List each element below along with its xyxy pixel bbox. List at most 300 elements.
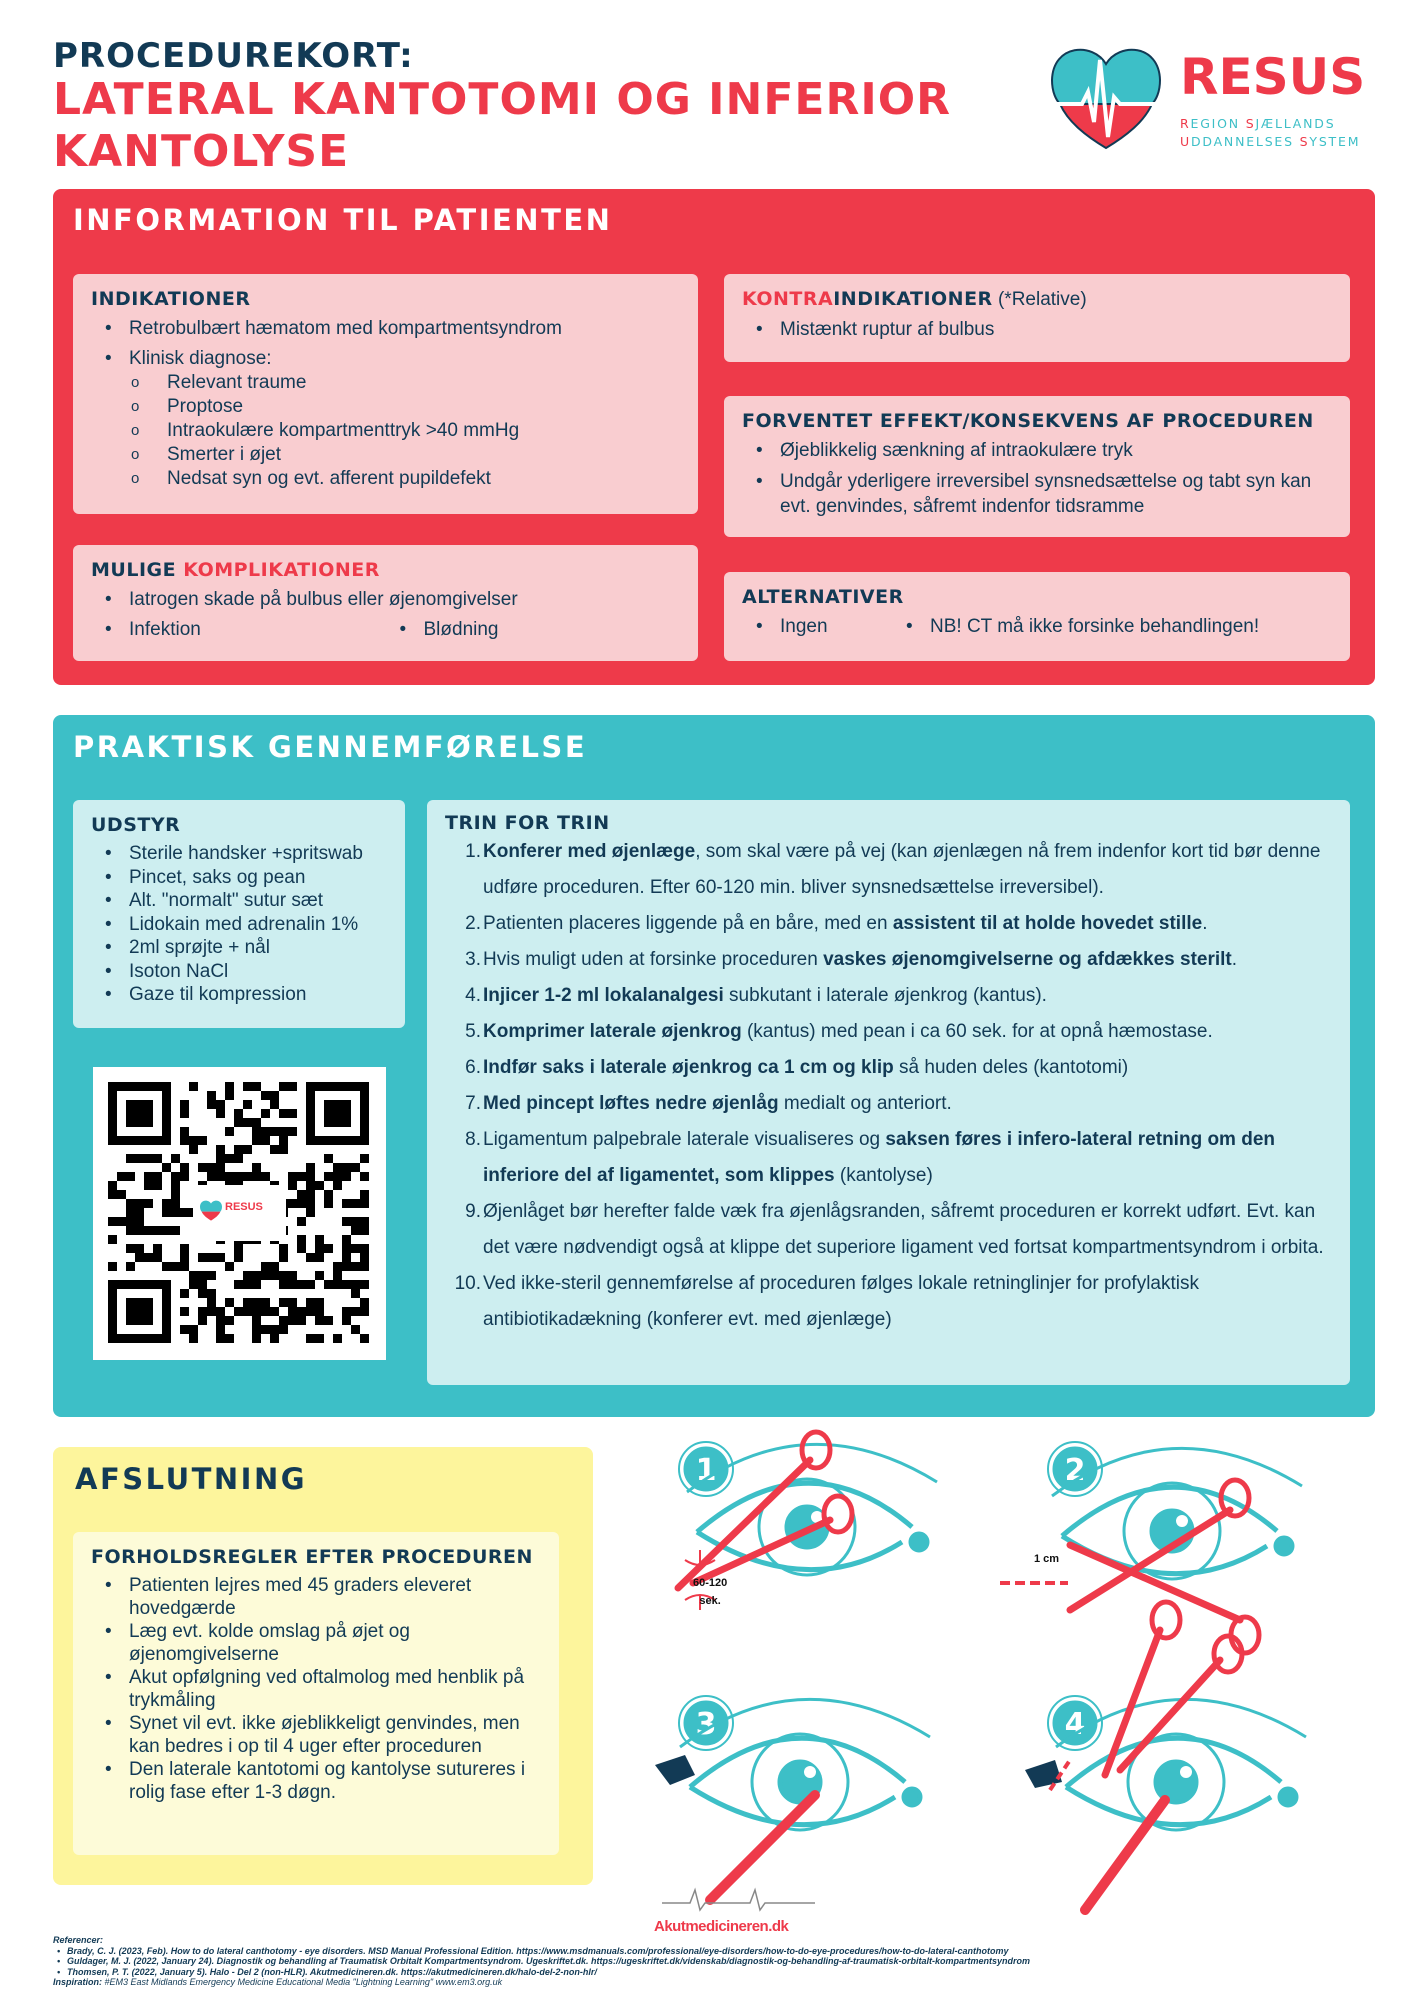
qr-module (207, 1289, 216, 1298)
qr-module (324, 1118, 333, 1127)
qr-module (225, 1298, 234, 1307)
qr-module (144, 1082, 153, 1091)
qr-module (351, 1226, 360, 1235)
qr-module (198, 1316, 207, 1325)
qr-module (351, 1199, 360, 1208)
qr-module (162, 1280, 171, 1289)
qr-module (243, 1100, 252, 1109)
qr-module (270, 1271, 279, 1280)
qr-module (333, 1118, 342, 1127)
qr-module (108, 1217, 117, 1226)
qr-module (351, 1217, 360, 1226)
qr-module (279, 1271, 288, 1280)
qr-module (126, 1298, 135, 1307)
qr-module (351, 1325, 360, 1334)
list-item: • 2ml sprøjte + nål (91, 936, 387, 960)
qr-module (135, 1118, 144, 1127)
qr-module (171, 1262, 180, 1271)
qr-module (126, 1226, 135, 1235)
list-item: • Øjeblikkelig sænkning af intraokulære tryk (742, 438, 1332, 463)
qr-module (144, 1109, 153, 1118)
qr-module (171, 1154, 180, 1163)
info-heading: INFORMATION TIL PATIENTEN (73, 203, 613, 237)
step-item: 1. Konferer med øjenlæge, som skal være på vej (kan øjenlægen nå frem indenfor kort tid bør denne udføre proceduren. Efter 60-120 min. bliver synsnedsættelse irreversibel). (465, 841, 1321, 898)
qr-module (342, 1262, 351, 1271)
list-item: • Infektion (91, 617, 386, 642)
qr-module (333, 1109, 342, 1118)
qr-module (279, 1082, 288, 1091)
qr-module (108, 1307, 117, 1316)
qr-module (315, 1235, 324, 1244)
qr-module (153, 1136, 162, 1145)
qr-module (171, 1199, 180, 1208)
qr-module (360, 1334, 369, 1343)
qr-module (306, 1118, 315, 1127)
qr-module (135, 1136, 144, 1145)
qr-module (117, 1082, 126, 1091)
closing-heading: AFSLUTNING (75, 1462, 308, 1496)
qr-module (297, 1217, 306, 1226)
qr-module (324, 1280, 333, 1289)
reference-item: • Thomsen, P. T. (2022, January 5). Halo - Del 2 (non-HLR). Akutmedicineren.dk. https://akutmedicineren.dk/halo-del-2-non-hlr/ (53, 1967, 1030, 1978)
qr-module (297, 1316, 306, 1325)
qr-module (315, 1316, 324, 1325)
qr-module (198, 1163, 207, 1172)
list-item: o Relevant traume (129, 371, 680, 395)
qr-module (315, 1136, 324, 1145)
qr-module (198, 1253, 207, 1262)
qr-module (144, 1253, 153, 1262)
qr-module (126, 1154, 135, 1163)
list-item: • Retrobulbært hæmatom med kompartmentsyndrom (91, 316, 680, 341)
qr-module (342, 1082, 351, 1091)
logo-subtitle-2: UDDANNELSES SYSTEM (1180, 134, 1361, 149)
qr-module (135, 1316, 144, 1325)
qr-module (306, 1280, 315, 1289)
akutmedicineren-logo: Akutmedicineren.dk (654, 1918, 789, 1935)
qr-module (279, 1280, 288, 1289)
qr-module (180, 1253, 189, 1262)
qr-module (162, 1109, 171, 1118)
page-title-line1: LATERAL KANTOTOMI OG INFERIOR (53, 74, 951, 125)
qr-module (135, 1109, 144, 1118)
qr-module (315, 1334, 324, 1343)
aftercare-card (73, 1532, 559, 1855)
qr-module (108, 1280, 117, 1289)
ecg-line-icon (662, 1890, 815, 1910)
qr-module (126, 1316, 135, 1325)
qr-module (225, 1262, 234, 1271)
qr-module (324, 1154, 333, 1163)
qr-module (315, 1298, 324, 1307)
references (53, 1935, 1030, 1988)
qr-module (162, 1136, 171, 1145)
step-item: 2. Patienten placeres liggende på en båre, med en assistent til at holde hovedet stille. (465, 913, 1208, 934)
list-item: • Læg evt. kolde omslag på øjet og øjenomgivelserne (91, 1620, 541, 1666)
qr-module (126, 1334, 135, 1343)
qr-module (153, 1334, 162, 1343)
list-item: o Intraokulære kompartmenttryk >40 mmHg (129, 419, 680, 443)
qr-module (189, 1334, 198, 1343)
qr-module (153, 1280, 162, 1289)
qr-module (360, 1082, 369, 1091)
qr-module (108, 1181, 117, 1190)
qr-module (216, 1172, 225, 1181)
qr-module (270, 1262, 279, 1271)
qr-module (189, 1145, 198, 1154)
qr-module (144, 1307, 153, 1316)
qr-module (216, 1163, 225, 1172)
qr-module (108, 1082, 117, 1091)
qr-module (153, 1172, 162, 1181)
qr-module (342, 1100, 351, 1109)
qr-module (360, 1226, 369, 1235)
qr-module (351, 1136, 360, 1145)
qr-module (279, 1244, 288, 1253)
qr-module (288, 1307, 297, 1316)
resus-logo-text: RESUS (1180, 48, 1366, 106)
step-item: 4. Injicer 1-2 ml lokalanalgesi subkutant i laterale øjenkrog (kantus). (465, 985, 1047, 1006)
qr-module (351, 1289, 360, 1298)
qr-module (342, 1316, 351, 1325)
qr-module (180, 1208, 189, 1217)
time-label: 60-120 sek. (693, 1577, 728, 1607)
qr-module (108, 1298, 117, 1307)
qr-module (108, 1316, 117, 1325)
step-item: 3. Hvis muligt uden at forsinke proceduren vaskes øjenomgivelserne og afdækkes sterilt. (465, 949, 1238, 970)
qr-module (342, 1217, 351, 1226)
qr-module (315, 1307, 324, 1316)
qr-module (252, 1307, 261, 1316)
qr-module (117, 1280, 126, 1289)
list-item: • Isoton NaCl (91, 960, 387, 984)
qr-module (279, 1298, 288, 1307)
qr-module (171, 1190, 180, 1199)
qr-module (270, 1127, 279, 1136)
qr-module (261, 1325, 270, 1334)
qr-module (135, 1226, 144, 1235)
qr-module (153, 1082, 162, 1091)
qr-module (198, 1307, 207, 1316)
qr-module (108, 1190, 117, 1199)
qr-module (225, 1172, 234, 1181)
qr-logo-text: RESUS (225, 1201, 263, 1213)
qr-module (162, 1127, 171, 1136)
qr-module (360, 1307, 369, 1316)
qr-module (171, 1181, 180, 1190)
qr-module (360, 1091, 369, 1100)
qr-module (306, 1181, 315, 1190)
qr-module (135, 1154, 144, 1163)
steps-list (445, 834, 1332, 1338)
qr-module (207, 1271, 216, 1280)
qr-module (270, 1325, 279, 1334)
practical-heading: PRAKTISK GENNEMFØRELSE (73, 730, 588, 764)
qr-module (135, 1208, 144, 1217)
qr-module (288, 1199, 297, 1208)
qr-module (306, 1100, 315, 1109)
qr-module (288, 1271, 297, 1280)
qr-module (261, 1109, 270, 1118)
list-item: • Iatrogen skade på bulbus eller øjenomgivelser (91, 587, 680, 612)
qr-module (342, 1163, 351, 1172)
qr-module (108, 1118, 117, 1127)
qr-module (243, 1082, 252, 1091)
qr-module (306, 1172, 315, 1181)
qr-module (162, 1289, 171, 1298)
heart-logo-icon (1048, 42, 1164, 150)
qr-module (234, 1244, 243, 1253)
qr-module (162, 1091, 171, 1100)
qr-module (252, 1334, 261, 1343)
qr-module (144, 1181, 153, 1190)
aftercare-title: FORHOLDSREGLER EFTER PROCEDUREN (91, 1546, 533, 1568)
qr-module (171, 1208, 180, 1217)
qr-module (288, 1280, 297, 1289)
qr-module (162, 1208, 171, 1217)
qr-module (153, 1181, 162, 1190)
qr-module (333, 1163, 342, 1172)
qr-module (117, 1190, 126, 1199)
qr-module (126, 1199, 135, 1208)
qr-module (315, 1082, 324, 1091)
qr-module (324, 1316, 333, 1325)
qr-module (126, 1172, 135, 1181)
qr-module (117, 1172, 126, 1181)
qr-module (252, 1118, 261, 1127)
qr-module (135, 1199, 144, 1208)
qr-module (252, 1316, 261, 1325)
qr-module (279, 1109, 288, 1118)
qr-module (225, 1334, 234, 1343)
step-item: 10. Ved ikke-steril gennemførelse af proceduren følges lokale retninglinjer for profylaktisk antibiotikadækning (konferer evt. med øjenlæge) (454, 1273, 1199, 1330)
list-item: • Lidokain med adrenalin 1% (91, 913, 387, 937)
qr-module (252, 1271, 261, 1280)
qr-module (261, 1307, 270, 1316)
qr-module (126, 1109, 135, 1118)
qr-module (243, 1307, 252, 1316)
qr-module (342, 1172, 351, 1181)
qr-module (270, 1145, 279, 1154)
list-item: • Mistænkt ruptur af bulbus (742, 317, 1332, 342)
qr-module (135, 1298, 144, 1307)
qr-module (144, 1280, 153, 1289)
qr-module (351, 1307, 360, 1316)
qr-module (234, 1145, 243, 1154)
qr-module (207, 1172, 216, 1181)
qr-module (108, 1325, 117, 1334)
qr-module (351, 1262, 360, 1271)
inspiration: Inspiration: #EM3 East Midlands Emergency Medicine Educational Media "Lightning Learning" www.em3.org.uk (53, 1977, 503, 1987)
list-item: • Undgår yderligere irreversibel synsnedsættelse og tabt syn kan evt. genvindes, såfremt indenfor tidsramme (742, 469, 1332, 519)
list-item: • Blødning (386, 617, 681, 642)
qr-module (180, 1109, 189, 1118)
qr-module (180, 1244, 189, 1253)
qr-module (324, 1100, 333, 1109)
qr-module (234, 1253, 243, 1262)
qr-module (342, 1109, 351, 1118)
qr-module (153, 1253, 162, 1262)
qr-module (243, 1172, 252, 1181)
qr-module (108, 1235, 117, 1244)
list-item: • Gaze til kompression (91, 983, 387, 1007)
qr-module (171, 1172, 180, 1181)
qr-module (306, 1136, 315, 1145)
qr-module (180, 1289, 189, 1298)
qr-module (180, 1127, 189, 1136)
qr-module (198, 1136, 207, 1145)
qr-module (144, 1136, 153, 1145)
step-item: 5. Komprimer laterale øjenkrog (kantus) med pean i ca 60 sek. for at opnå hæmostase. (465, 1021, 1213, 1042)
procedure-illustrations (600, 1420, 1400, 1940)
qr-module (135, 1082, 144, 1091)
qr-module (333, 1181, 342, 1190)
qr-module (153, 1154, 162, 1163)
qr-module (297, 1199, 306, 1208)
qr-module (144, 1316, 153, 1325)
qr-module (306, 1253, 315, 1262)
qr-module (234, 1307, 243, 1316)
qr-module (126, 1082, 135, 1091)
qr-module (324, 1244, 333, 1253)
qr-module (261, 1262, 270, 1271)
expected-effect-title: FORVENTET EFFEKT/KONSEKVENS AF PROCEDUREN (742, 410, 1314, 432)
qr-module (216, 1154, 225, 1163)
qr-module (189, 1136, 198, 1145)
qr-module (306, 1199, 315, 1208)
qr-module (162, 1316, 171, 1325)
steps-title: TRIN FOR TRIN (445, 812, 610, 834)
qr-module (351, 1082, 360, 1091)
qr-module (306, 1109, 315, 1118)
qr-module (342, 1244, 351, 1253)
qr-module (135, 1100, 144, 1109)
qr-module (126, 1217, 135, 1226)
qr-module (216, 1307, 225, 1316)
qr-module (360, 1136, 369, 1145)
alternatives-card (724, 572, 1350, 661)
qr-module (234, 1154, 243, 1163)
qr-module (108, 1136, 117, 1145)
complications-title: MULIGE KOMPLIKATIONER (91, 559, 380, 581)
qr-module (162, 1325, 171, 1334)
qr-module (306, 1334, 315, 1343)
list-item: o Nedsat syn og evt. afferent pupildefekt (129, 467, 680, 491)
equipment-card (73, 800, 405, 1028)
svg-text:2: 2 (1064, 1453, 1086, 1488)
qr-module (162, 1334, 171, 1343)
qr-module (279, 1136, 288, 1145)
qr-module (306, 1082, 315, 1091)
qr-module (261, 1127, 270, 1136)
qr-module (288, 1181, 297, 1190)
qr-module (342, 1118, 351, 1127)
qr-module (270, 1091, 279, 1100)
qr-module (270, 1334, 279, 1343)
qr-module (126, 1262, 135, 1271)
qr-module (252, 1172, 261, 1181)
qr-module (261, 1136, 270, 1145)
qr-module (324, 1199, 333, 1208)
qr-module (126, 1136, 135, 1145)
qr-module (216, 1145, 225, 1154)
qr-module (216, 1253, 225, 1262)
qr-module (333, 1136, 342, 1145)
contraindications-card (724, 274, 1350, 362)
qr-module (207, 1307, 216, 1316)
qr-module (306, 1208, 315, 1217)
qr-module (162, 1262, 171, 1271)
list-item: • Synet vil evt. ikke øjeblikkeligt genvindes, men kan bedres i op til 4 uger efter proceduren (91, 1712, 541, 1758)
qr-module (288, 1298, 297, 1307)
svg-text:3: 3 (695, 1707, 717, 1742)
qr-module (144, 1334, 153, 1343)
qr-module (288, 1172, 297, 1181)
qr-module (297, 1172, 306, 1181)
qr-code[interactable] (93, 1067, 386, 1360)
heart-logo-icon (199, 1199, 223, 1221)
expected-effect-card (724, 396, 1350, 537)
qr-module (306, 1127, 315, 1136)
qr-module (297, 1307, 306, 1316)
list-item: o Smerter i øjet (129, 443, 680, 467)
qr-module (126, 1307, 135, 1316)
step-item: 7. Med pincept løftes nedre øjenlåg medialt og anteriort. (465, 1093, 952, 1114)
qr-module (360, 1154, 369, 1163)
qr-module (144, 1118, 153, 1127)
qr-module (252, 1127, 261, 1136)
qr-module (126, 1244, 135, 1253)
qr-module (288, 1109, 297, 1118)
list-item: • Klinisk diagnose: (91, 346, 680, 371)
qr-module (216, 1325, 225, 1334)
qr-module (180, 1163, 189, 1172)
qr-module (297, 1244, 306, 1253)
qr-module (135, 1280, 144, 1289)
qr-module (360, 1100, 369, 1109)
qr-module (135, 1244, 144, 1253)
qr-module (216, 1100, 225, 1109)
qr-module (180, 1325, 189, 1334)
qr-module (261, 1298, 270, 1307)
qr-module (279, 1316, 288, 1325)
qr-module (342, 1307, 351, 1316)
qr-module (234, 1172, 243, 1181)
qr-module (162, 1199, 171, 1208)
qr-module (216, 1316, 225, 1325)
qr-module (135, 1217, 144, 1226)
qr-module (360, 1118, 369, 1127)
qr-module (216, 1109, 225, 1118)
qr-module (225, 1316, 234, 1325)
qr-module (315, 1244, 324, 1253)
step-item: 6. Indfør saks i laterale øjenkrog ca 1 cm og klip så huden deles (kantotomi) (465, 1057, 1129, 1078)
alternatives-title: ALTERNATIVER (742, 586, 904, 608)
qr-module (342, 1280, 351, 1289)
qr-module (324, 1136, 333, 1145)
qr-module (360, 1244, 369, 1253)
qr-module (189, 1271, 198, 1280)
qr-module (324, 1190, 333, 1199)
list-item: o Proptose (129, 395, 680, 419)
qr-module (360, 1280, 369, 1289)
qr-module (135, 1307, 144, 1316)
qr-module (297, 1235, 306, 1244)
qr-module (198, 1289, 207, 1298)
qr-module (333, 1280, 342, 1289)
page-title-line2: KANTOLYSE (53, 126, 350, 177)
qr-module (315, 1253, 324, 1262)
